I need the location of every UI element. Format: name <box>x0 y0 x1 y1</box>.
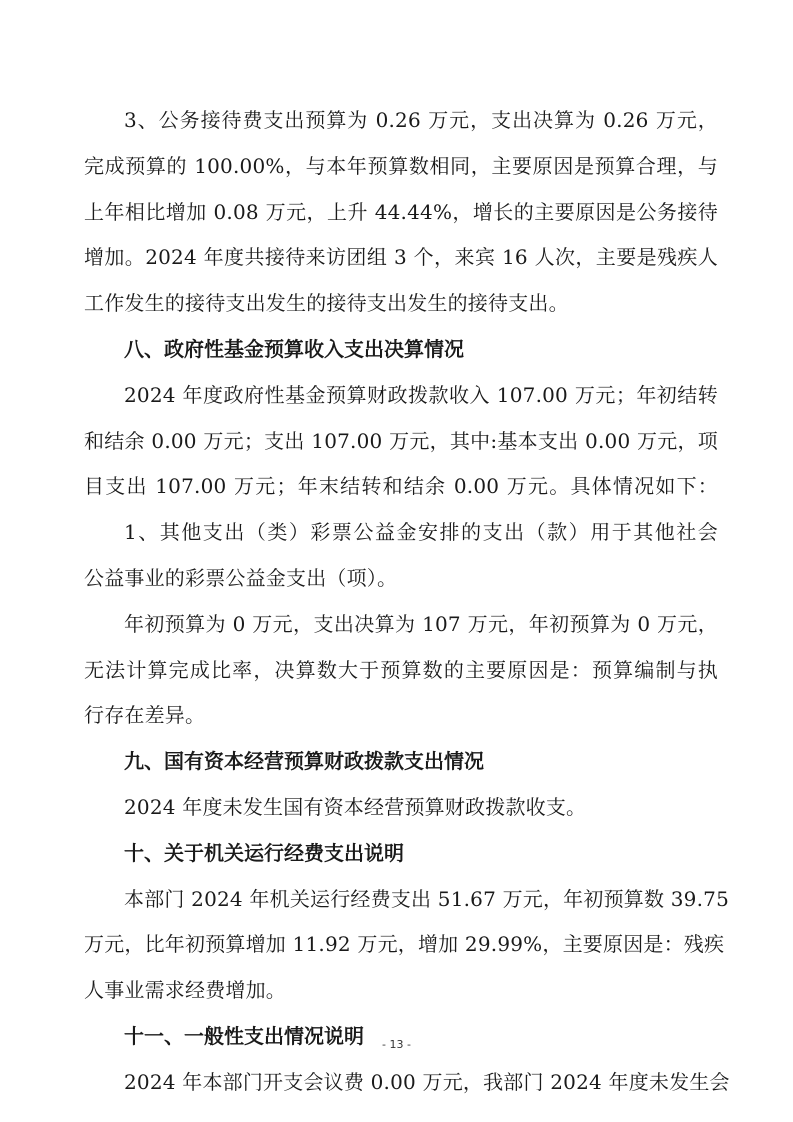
paragraph-line: 万元，比年初预算增加 11.92 万元，增加 29.99%，主要原因是：残疾 <box>84 932 725 957</box>
paragraph-line: 年初预算为 0 万元，支出决算为 107 万元，年初预算为 0 万元， <box>124 611 718 636</box>
paragraph-line: 行存在差异。 <box>84 703 206 728</box>
paragraph-line: 本部门 2024 年机关运行经费支出 51.67 万元，年初预算数 39.75 <box>124 886 729 911</box>
document-body <box>84 98 730 1106</box>
paragraph-line: 人事业需求经费增加。 <box>84 978 286 1003</box>
paragraph-line: 完成预算的 100.00%，与本年预算数相同，主要原因是预算合理，与 <box>84 153 718 178</box>
paragraph-line: 2024 年度未发生国有资本经营预算财政拨款收支。 <box>124 794 587 819</box>
section-heading-8: 八、政府性基金预算收入支出决算情况 <box>124 336 464 361</box>
paragraph-line: 无法计算完成比率，决算数大于预算数的主要原因是：预算编制与执 <box>84 657 718 682</box>
paragraph-line: 目支出 107.00 万元；年末结转和结余 0.00 万元。具体情况如下： <box>84 474 718 499</box>
section-heading-11: 十一、一般性支出情况说明 <box>124 1023 364 1048</box>
paragraph-line: 3、公务接待费支出预算为 0.26 万元，支出决算为 0.26 万元， <box>124 108 718 132</box>
paragraph-line: 和结余 0.00 万元；支出 107.00 万元，其中:基本支出 0.00 万元，项 <box>84 428 718 453</box>
paragraph-line: 公益事业的彩票公益金支出（项）。 <box>84 565 398 590</box>
paragraph-line: 2024 年度政府性基金预算财政拨款收入 107.00 万元；年初结转 <box>124 382 718 407</box>
section-heading-10: 十、关于机关运行经费支出说明 <box>124 840 404 865</box>
page-number: - 13 - <box>382 1038 411 1051</box>
paragraph-line: 工作发生的接待支出发生的接待支出发生的接待支出。 <box>84 291 569 316</box>
paragraph-line: 上年相比增加 0.08 万元，上升 44.44%，增长的主要原因是公务接待 <box>84 199 718 224</box>
paragraph-line: 增加。2024 年度共接待来访团组 3 个，来宾 16 人次，主要是残疾人 <box>84 245 718 270</box>
paragraph-line: 2024 年本部门开支会议费 0.00 万元，我部门 2024 年度未发生会 <box>124 1069 730 1094</box>
section-heading-9: 九、国有资本经营预算财政拨款支出情况 <box>124 749 484 774</box>
paragraph-line: 1、其他支出（类）彩票公益金安排的支出（款）用于其他社会 <box>124 520 718 545</box>
